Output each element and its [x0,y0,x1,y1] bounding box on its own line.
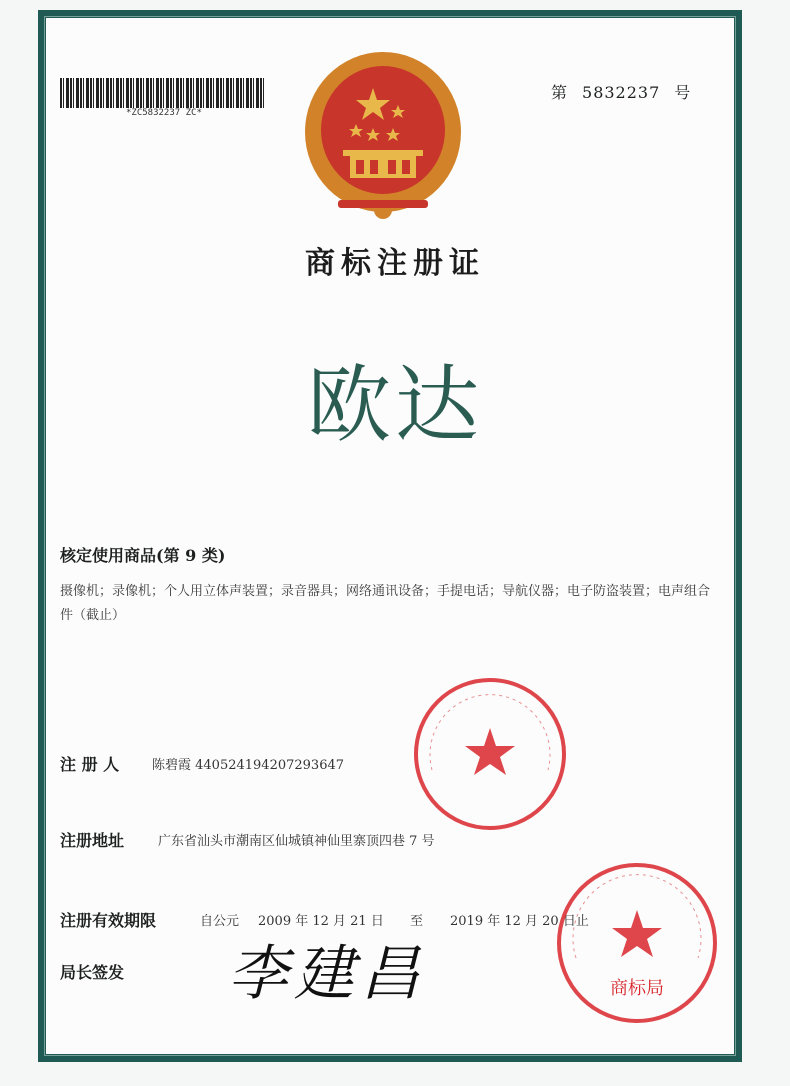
goods-list: 摄像机；录像机；个人用立体声装置；录音器具；网络通讯设备；手提电话；导航仪器；电子防盗装置；电声组合件（截止） [60,584,711,623]
validity-to: 2019 年 12 月 20 日止 [450,914,589,929]
seal-center-text: 商标局 [610,978,664,999]
company-seal-icon [410,674,570,834]
cert-number-suffix: 号 [674,83,692,102]
registrant-label: 注 册 人 [60,755,120,774]
trademark-office-seal-icon [552,858,722,1028]
validity-from-prefix: 自公元 [200,914,240,929]
director-signature: 李建昌 [228,939,426,1009]
cert-number-prefix: 第 [551,83,569,102]
registrant-value: 陈碧霞 440524194207293647 [152,758,345,773]
barcode [60,78,265,108]
certificate-number [551,80,691,103]
director-label: 局长签发 [60,963,125,982]
address-label: 注册地址 [60,831,125,850]
barcode-text: *ZC5832237 ZC* [126,108,202,118]
goods-heading: 核定使用商品(第 9 类) [60,546,226,565]
validity-to-prefix: 至 [410,914,424,929]
national-emblem-icon [298,50,468,225]
certificate-title: 商标注册证 [305,246,485,281]
address-value: 广东省汕头市潮南区仙城镇神仙里寨顶四巷 7 号 [158,834,435,849]
cert-number-value: 5832237 [582,83,661,102]
validity-label: 注册有效期限 [60,911,157,930]
trademark-text: 欧达 [306,356,483,454]
validity-from: 2009 年 12 月 21 日 [258,914,384,929]
